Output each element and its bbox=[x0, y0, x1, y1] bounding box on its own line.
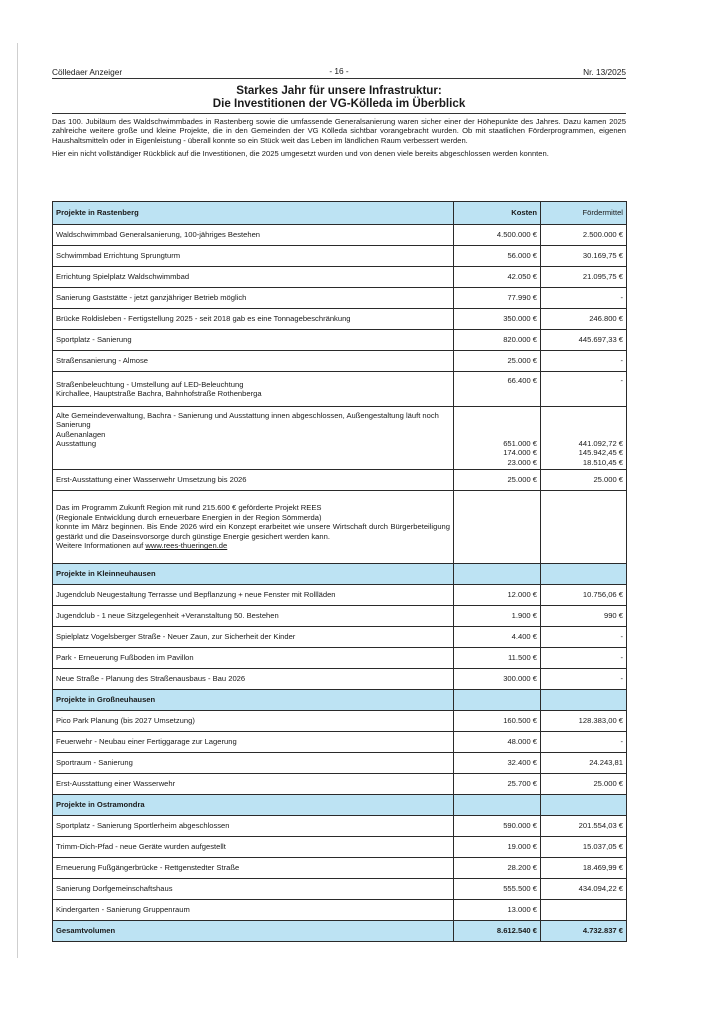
table-row bbox=[53, 585, 627, 606]
project-funding: - bbox=[541, 372, 627, 407]
project-description: Erst-Ausstattung einer Wasserwehr bbox=[53, 774, 454, 795]
project-description: Sportraum - Sanierung bbox=[53, 753, 454, 774]
table-row bbox=[53, 372, 627, 407]
section-title: Projekte in Rastenberg bbox=[53, 202, 454, 225]
project-cost: 820.000 € bbox=[454, 330, 541, 351]
sub-item-funding: 441.092,72 € bbox=[578, 438, 623, 448]
table-row bbox=[53, 879, 627, 900]
project-funding: - bbox=[541, 732, 627, 753]
title-line-2: Die Investitionen der VG-Kölleda im Überblick bbox=[212, 97, 466, 110]
project-funding: 2.500.000 € bbox=[541, 225, 627, 246]
project-funding: 246.800 € bbox=[541, 309, 627, 330]
project-cost: 25.000 € bbox=[454, 470, 541, 491]
project-cost: 25.700 € bbox=[454, 774, 541, 795]
empty-cell bbox=[541, 690, 627, 711]
project-description-main: Alte Gemeindeverwaltung, Bachra - Sanierung und Ausstattung innen abgeschlossen, Außengestaltung läuft noch bbox=[56, 411, 439, 420]
article-title bbox=[52, 79, 626, 114]
sub-item-cost: 651.000 € bbox=[503, 438, 537, 448]
project-cost: 350.000 € bbox=[454, 309, 541, 330]
column-header-funding: Fördermittel bbox=[541, 202, 627, 225]
project-description: Sportplatz - Sanierung bbox=[53, 330, 454, 351]
project-description: Kindergarten - Sanierung Gruppenraum bbox=[53, 900, 454, 921]
newspaper-page bbox=[52, 66, 626, 163]
project-funding: 30.169,75 € bbox=[541, 246, 627, 267]
project-description: Brücke Roldisleben - Fertigstellung 2025 - seit 2018 gab es eine Tonnagebeschränkung bbox=[53, 309, 454, 330]
sub-item-cost: 23.000 € bbox=[507, 457, 537, 467]
page-number: - 16 - bbox=[329, 66, 349, 76]
project-funding: 445.697,33 € bbox=[541, 330, 627, 351]
table-row bbox=[53, 351, 627, 372]
table-row-rees bbox=[53, 491, 627, 564]
issue-number: Nr. 13/2025 bbox=[583, 67, 626, 77]
table-row-gemeindeverwaltung bbox=[53, 407, 627, 470]
table-row bbox=[53, 774, 627, 795]
project-cost: 4.400 € bbox=[454, 627, 541, 648]
rees-line-2: (Regionale Entwicklung durch erneuerbare Energien in der Region Sömmerda) bbox=[56, 512, 322, 522]
project-funding bbox=[541, 900, 627, 921]
page-margin-line bbox=[17, 43, 18, 958]
table-row bbox=[53, 732, 627, 753]
project-cost: 300.000 € bbox=[454, 669, 541, 690]
project-funding: 10.756,06 € bbox=[541, 585, 627, 606]
total-label: Gesamtvolumen bbox=[53, 921, 454, 942]
project-cost: 19.000 € bbox=[454, 837, 541, 858]
project-funding: 434.094,22 € bbox=[541, 879, 627, 900]
project-cost bbox=[454, 491, 541, 564]
sub-item-funding: 18.510,45 € bbox=[582, 457, 623, 467]
intro-paragraph-2: Hier ein nicht vollständiger Rückblick auf die Investitionen, die 2025 umgesetzt wurden und von denen viele bereits abgeschlossen werden konnten. bbox=[52, 149, 549, 159]
project-cost: 66.400 € bbox=[454, 372, 541, 407]
table-row bbox=[53, 606, 627, 627]
project-cost: 32.400 € bbox=[454, 753, 541, 774]
table-row bbox=[53, 711, 627, 732]
table-row bbox=[53, 837, 627, 858]
project-cost: 160.500 € bbox=[454, 711, 541, 732]
section-title: Projekte in Großneuhausen bbox=[53, 690, 454, 711]
table-row bbox=[53, 816, 627, 837]
project-funding bbox=[541, 491, 627, 564]
project-description: Trimm-Dich-Pfad - neue Geräte wurden aufgestellt bbox=[53, 837, 454, 858]
project-description: Erst-Ausstattung einer Wasserwehr Umsetzung bis 2026 bbox=[53, 470, 454, 491]
project-funding: 21.095,75 € bbox=[541, 267, 627, 288]
table-row bbox=[53, 648, 627, 669]
rees-more-info bbox=[56, 541, 450, 550]
table-row bbox=[53, 900, 627, 921]
empty-cell bbox=[541, 564, 627, 585]
table-row bbox=[53, 267, 627, 288]
table-row bbox=[53, 753, 627, 774]
project-funding: - bbox=[541, 627, 627, 648]
project-description: Spielplatz Vogelsberger Straße - Neuer Zaun, zur Sicherheit der Kinder bbox=[53, 627, 454, 648]
section-header-ostramondra bbox=[53, 795, 627, 816]
project-description: Neue Straße - Planung des Straßenausbaus - Bau 2026 bbox=[53, 669, 454, 690]
title-line-1: Starkes Jahr für unsere Infrastruktur: bbox=[236, 84, 442, 97]
sub-item-label: Sanierung bbox=[56, 420, 91, 430]
project-description: Pico Park Planung (bis 2027 Umsetzung) bbox=[53, 711, 454, 732]
project-cost: 12.000 € bbox=[454, 585, 541, 606]
table-row bbox=[53, 330, 627, 351]
project-funding: 18.469,99 € bbox=[541, 858, 627, 879]
project-description-line-2: Kirchallee, Hauptstraße Bachra, Bahnhofstraße Rothenberga bbox=[56, 389, 262, 398]
project-funding: 24.243,81 bbox=[541, 753, 627, 774]
empty-cell bbox=[454, 564, 541, 585]
empty-cell bbox=[541, 795, 627, 816]
table-row bbox=[53, 246, 627, 267]
investment-table bbox=[52, 201, 627, 942]
total-row bbox=[53, 921, 627, 942]
project-description: Sportplatz - Sanierung Sportlerheim abgeschlossen bbox=[53, 816, 454, 837]
table-row bbox=[53, 288, 627, 309]
project-cost: 25.000 € bbox=[454, 351, 541, 372]
rees-line-1: Das im Programm Zukunft Region mit rund 215.600 € geförderte Projekt REES bbox=[56, 503, 322, 513]
project-description: Sanierung Dorfgemeinschaftshaus bbox=[53, 879, 454, 900]
project-cost: 56.000 € bbox=[454, 246, 541, 267]
project-description: Schwimmbad Errichtung Sprungturm bbox=[53, 246, 454, 267]
rees-project-description bbox=[53, 491, 454, 564]
column-header-cost: Kosten bbox=[454, 202, 541, 225]
project-cost: 48.000 € bbox=[454, 732, 541, 753]
project-funding: 128.383,00 € bbox=[541, 711, 627, 732]
project-description bbox=[53, 407, 454, 470]
project-funding: 15.037,05 € bbox=[541, 837, 627, 858]
project-cost: 1.900 € bbox=[454, 606, 541, 627]
project-description: Straßensanierung - Almose bbox=[53, 351, 454, 372]
project-cost: 590.000 € bbox=[454, 816, 541, 837]
project-funding: - bbox=[541, 669, 627, 690]
project-cost: 42.050 € bbox=[454, 267, 541, 288]
project-description: Park - Erneuerung Fußboden im Pavillon bbox=[53, 648, 454, 669]
project-description: Waldschwimmbad Generalsanierung, 100-jähriges Bestehen bbox=[53, 225, 454, 246]
project-cost: 4.500.000 € bbox=[454, 225, 541, 246]
sub-item-label: Ausstattung bbox=[56, 439, 97, 449]
project-description: Errichtung Spielplatz Waldschwimmbad bbox=[53, 267, 454, 288]
project-funding bbox=[541, 407, 627, 470]
project-funding: 25.000 € bbox=[541, 774, 627, 795]
article-intro bbox=[52, 117, 626, 159]
project-cost: 13.000 € bbox=[454, 900, 541, 921]
project-description: Feuerwehr - Neubau einer Fertiggarage zur Lagerung bbox=[53, 732, 454, 753]
project-description-line-1: Straßenbeleuchtung - Umstellung auf LED-Beleuchtung bbox=[56, 379, 244, 389]
project-description: Jugendclub Neugestaltung Terrasse und Bepflanzung + neue Fenster mit Rollläden bbox=[53, 585, 454, 606]
sub-item-label: Außenanlagen bbox=[56, 429, 106, 439]
section-header-rastenberg bbox=[53, 202, 627, 225]
section-title: Projekte in Kleinneuhausen bbox=[53, 564, 454, 585]
project-funding: 25.000 € bbox=[541, 470, 627, 491]
total-funding: 4.732.837 € bbox=[541, 921, 627, 942]
project-cost: 555.500 € bbox=[454, 879, 541, 900]
empty-cell bbox=[454, 795, 541, 816]
table-row bbox=[53, 627, 627, 648]
sub-item-funding: 145.942,45 € bbox=[578, 448, 623, 458]
section-header-kleinneuhausen bbox=[53, 564, 627, 585]
project-funding: - bbox=[541, 351, 627, 372]
table-row bbox=[53, 470, 627, 491]
total-cost: 8.612.540 € bbox=[454, 921, 541, 942]
project-funding: 201.554,03 € bbox=[541, 816, 627, 837]
table-row bbox=[53, 309, 627, 330]
sub-item-cost: 174.000 € bbox=[503, 448, 537, 458]
section-title: Projekte in Ostramondra bbox=[53, 795, 454, 816]
intro-paragraph-1: Das 100. Jubiläum des Waldschwimmbades in Rastenberg sowie die umfassende Generalsanierung waren sicher einer der Höhepunkte des Jahres. Dazu kamen 2025 zahlreiche weitere große und kleine Projekte, die in den Gemeinden der VG Kölleda sichtbar vorangebracht wurden. Ob mit staatlichen Förderprogrammen, eigenen Haushaltsmitteln oder in Eigenleistung - überall konnte so ein Stück weit das Leben im ländlichen Raum verbessert werden. bbox=[52, 117, 626, 145]
rees-line-3: konnte im März beginnen. Bis Ende 2026 wird ein Konzept erarbeitet wie unsere Wirtschaft durch Bürgerbeteiligung gestärkt und die Daseinsvorsorge durch günstige Energie gesichert werden kann. bbox=[56, 522, 450, 541]
project-description: Sanierung Gaststätte - jetzt ganzjähriger Betrieb möglich bbox=[53, 288, 454, 309]
section-header-grossneuhausen bbox=[53, 690, 627, 711]
table-row bbox=[53, 225, 627, 246]
project-cost: 28.200 € bbox=[454, 858, 541, 879]
project-cost: 77.990 € bbox=[454, 288, 541, 309]
table-row bbox=[53, 858, 627, 879]
empty-cell bbox=[454, 690, 541, 711]
project-funding: 990 € bbox=[541, 606, 627, 627]
rees-website-link[interactable]: www.rees-thueringen.de bbox=[145, 541, 228, 551]
running-header bbox=[52, 66, 626, 79]
project-cost: 11.500 € bbox=[454, 648, 541, 669]
project-funding: - bbox=[541, 288, 627, 309]
table-row bbox=[53, 669, 627, 690]
publication-name: Cölledaer Anzeiger bbox=[52, 67, 123, 77]
rees-more-label: Weitere Informationen auf bbox=[56, 541, 146, 551]
project-cost bbox=[454, 407, 541, 470]
project-description: Jugendclub - 1 neue Sitzgelegenheit +Veranstaltung 50. Bestehen bbox=[53, 606, 454, 627]
project-description: Erneuerung Fußgängerbrücke - Rettgenstedter Straße bbox=[53, 858, 454, 879]
project-funding: - bbox=[541, 648, 627, 669]
project-description bbox=[53, 372, 454, 407]
